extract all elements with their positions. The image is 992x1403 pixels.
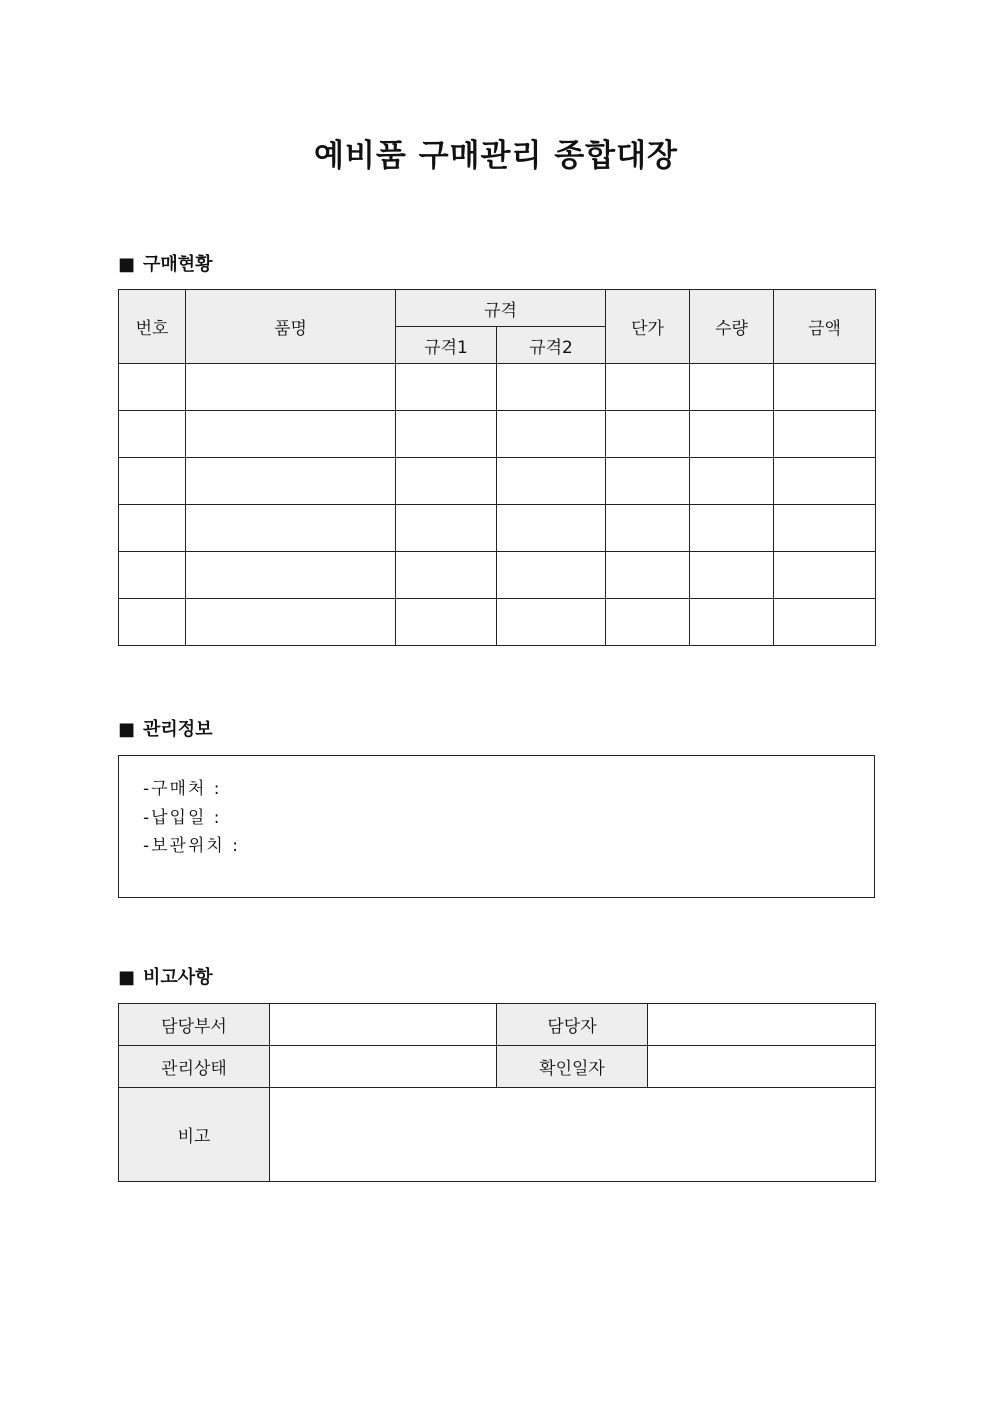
square-bullet-icon: ■ (118, 254, 136, 275)
purchase-section-heading (118, 253, 213, 277)
header-spec1: 규격1 (396, 327, 497, 364)
header-quantity: 수량 (690, 290, 774, 364)
cell-amount[interactable] (774, 364, 876, 411)
value-department[interactable] (270, 1004, 497, 1046)
table-row (119, 1088, 876, 1182)
square-bullet-icon: ■ (118, 967, 136, 988)
cell-spec1[interactable] (396, 364, 497, 411)
table-row (119, 364, 876, 411)
cell-quantity[interactable] (690, 411, 774, 458)
cell-spec1[interactable] (396, 599, 497, 646)
cell-unit-price[interactable] (606, 458, 690, 505)
cell-quantity[interactable] (690, 599, 774, 646)
cell-unit-price[interactable] (606, 552, 690, 599)
value-note[interactable] (270, 1088, 876, 1182)
management-heading-label: 관리정보 (143, 719, 213, 740)
cell-no[interactable] (119, 411, 186, 458)
label-status: 관리상태 (119, 1046, 270, 1088)
square-bullet-icon: ■ (118, 719, 136, 740)
cell-quantity[interactable] (690, 505, 774, 552)
cell-spec1[interactable] (396, 458, 497, 505)
label-confirm-date: 확인일자 (497, 1046, 648, 1088)
cell-item-name[interactable] (186, 458, 396, 505)
table-row (119, 458, 876, 505)
remarks-table (118, 1003, 876, 1182)
management-info-box (118, 755, 875, 898)
cell-item-name[interactable] (186, 552, 396, 599)
page-title: 예비품 구매관리 종합대장 (314, 138, 678, 174)
cell-item-name[interactable] (186, 364, 396, 411)
purchase-heading-label: 구매현황 (143, 254, 213, 275)
cell-spec1[interactable] (396, 411, 497, 458)
cell-spec2[interactable] (497, 458, 606, 505)
header-unit-price: 단가 (606, 290, 690, 364)
cell-amount[interactable] (774, 505, 876, 552)
cell-spec2[interactable] (497, 364, 606, 411)
management-section-heading (118, 718, 213, 742)
value-confirm-date[interactable] (648, 1046, 876, 1088)
info-line-storage-location[interactable]: -보관위치 : (143, 836, 240, 856)
purchase-table (118, 289, 876, 646)
info-line-supplier[interactable]: -구매처 : (143, 779, 222, 799)
cell-spec2[interactable] (497, 411, 606, 458)
cell-no[interactable] (119, 364, 186, 411)
header-no: 번호 (119, 290, 186, 364)
cell-amount[interactable] (774, 599, 876, 646)
cell-no[interactable] (119, 458, 186, 505)
cell-no[interactable] (119, 552, 186, 599)
cell-spec1[interactable] (396, 552, 497, 599)
cell-unit-price[interactable] (606, 599, 690, 646)
header-amount: 금액 (774, 290, 876, 364)
header-item-name: 품명 (186, 290, 396, 364)
cell-unit-price[interactable] (606, 505, 690, 552)
cell-quantity[interactable] (690, 364, 774, 411)
cell-spec2[interactable] (497, 505, 606, 552)
table-row (119, 1004, 876, 1046)
cell-quantity[interactable] (690, 552, 774, 599)
table-row (119, 411, 876, 458)
cell-spec2[interactable] (497, 552, 606, 599)
label-note: 비고 (119, 1088, 270, 1182)
cell-item-name[interactable] (186, 505, 396, 552)
label-manager: 담당자 (497, 1004, 648, 1046)
cell-amount[interactable] (774, 411, 876, 458)
cell-amount[interactable] (774, 552, 876, 599)
cell-spec1[interactable] (396, 505, 497, 552)
header-spec2: 규격2 (497, 327, 606, 364)
label-department: 담당부서 (119, 1004, 270, 1046)
value-manager[interactable] (648, 1004, 876, 1046)
table-row (119, 1046, 876, 1088)
header-spec: 규격 (396, 290, 606, 327)
cell-item-name[interactable] (186, 411, 396, 458)
table-row (119, 505, 876, 552)
table-row (119, 599, 876, 646)
cell-quantity[interactable] (690, 458, 774, 505)
remarks-section-heading (118, 966, 213, 990)
cell-unit-price[interactable] (606, 411, 690, 458)
cell-spec2[interactable] (497, 599, 606, 646)
cell-no[interactable] (119, 505, 186, 552)
value-status[interactable] (270, 1046, 497, 1088)
info-line-delivery-date[interactable]: -납입일 : (143, 808, 222, 828)
cell-unit-price[interactable] (606, 364, 690, 411)
cell-no[interactable] (119, 599, 186, 646)
cell-item-name[interactable] (186, 599, 396, 646)
cell-amount[interactable] (774, 458, 876, 505)
table-row (119, 552, 876, 599)
remarks-heading-label: 비고사항 (143, 967, 213, 988)
